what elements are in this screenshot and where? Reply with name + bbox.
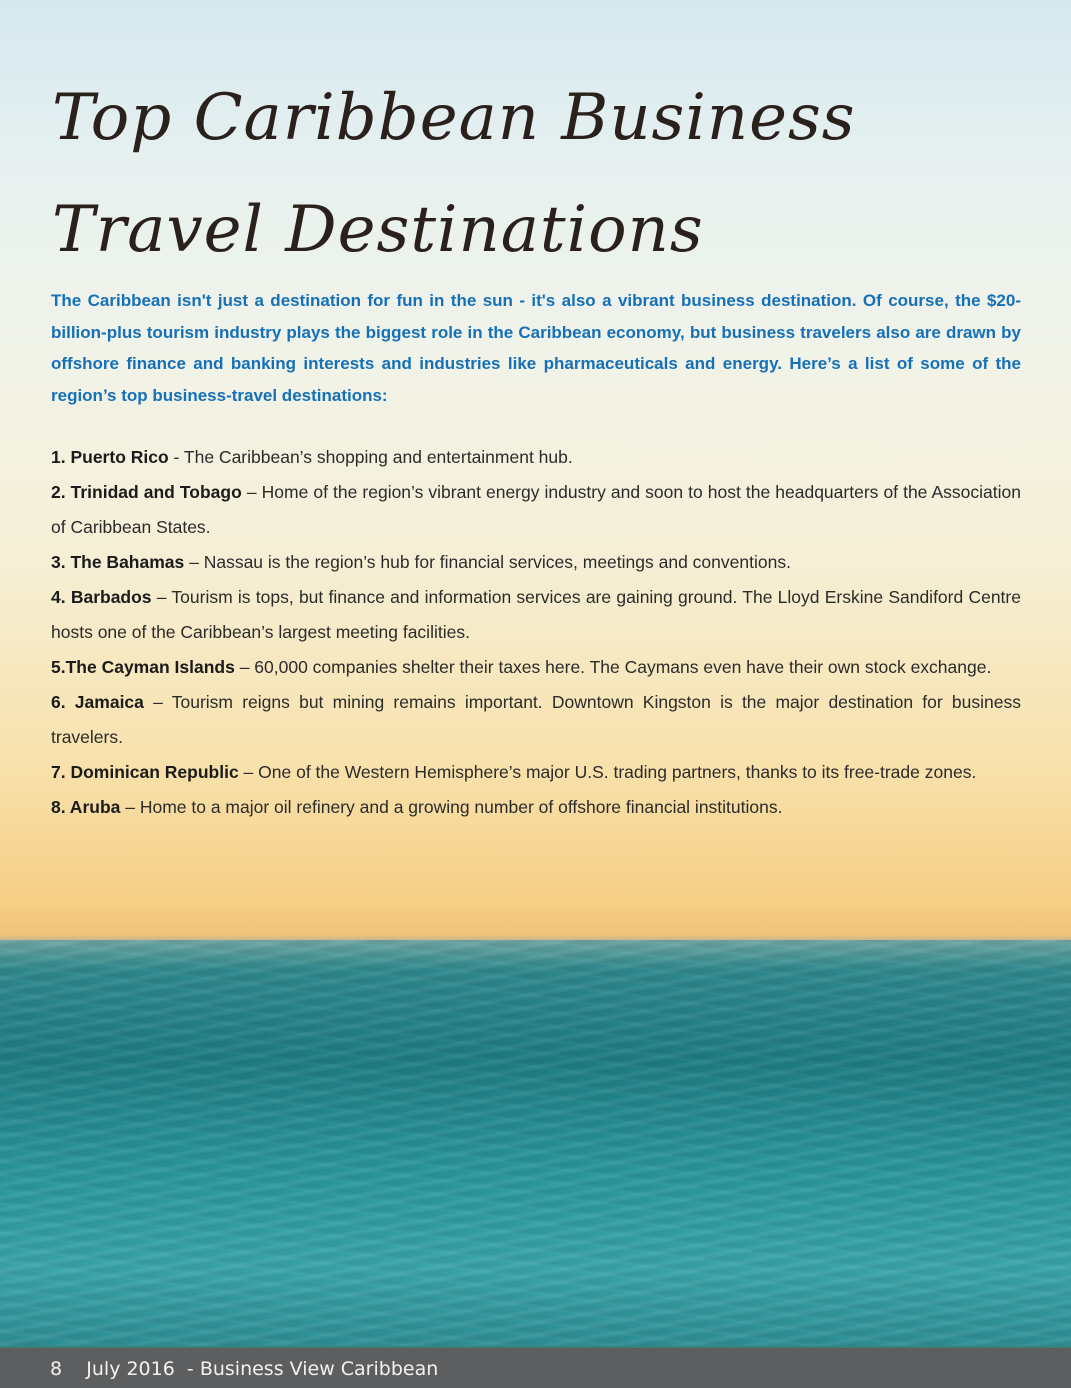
list-item <box>51 650 1021 685</box>
list-item <box>51 545 1021 580</box>
destination-name: 3. The Bahamas <box>51 552 185 572</box>
issue-date: July 2016 <box>86 1358 175 1380</box>
footer-text <box>50 1358 438 1380</box>
intro-paragraph: The Caribbean isn't just a destination for fun in the sun - it's also a vibrant business destination. Of course, the $20-billion-plus tourism industry plays the biggest role in the Caribbean economy, but business travelers also are drawn by offshore finance and banking interests and industries like pharmaceuticals and energy. Here’s a list of some of the region’s top business-travel destinations: <box>51 291 1021 405</box>
destination-name: 1. Puerto Rico <box>51 447 169 467</box>
list-item <box>51 475 1021 545</box>
page-footer <box>0 1346 1071 1388</box>
destinations-list <box>51 440 1021 825</box>
destination-description: – Nassau is the region’s hub for financial services, meetings and conventions. <box>184 552 791 572</box>
page-number: 8 <box>50 1358 63 1380</box>
destination-description: – One of the Western Hemisphere’s major U.S. trading partners, thanks to its free-trade zones. <box>238 762 977 782</box>
sea-photo <box>0 940 1071 1346</box>
destination-description: – Tourism reigns but mining remains important. Downtown Kingston is the major destination for business travelers. <box>51 692 1022 747</box>
list-item <box>51 580 1021 650</box>
publication-name: - Business View Caribbean <box>186 1358 439 1380</box>
destination-description: – Home of the region’s vibrant energy industry and soon to host the headquarters of the Association of Caribbean States. <box>51 482 1021 537</box>
destination-name: 4. Barbados <box>51 587 152 607</box>
title-line-2: Travel Destinations <box>52 193 704 267</box>
destination-description: - The Caribbean’s shopping and entertainment hub. <box>168 447 573 467</box>
list-item <box>51 755 1021 790</box>
destination-description: – Home to a major oil refinery and a growing number of offshore financial institutions. <box>120 797 783 817</box>
destination-description: – Tourism is tops, but finance and information services are gaining ground. The Lloyd Erskine Sandiford Centre hosts one of the Caribbean’s largest meeting facilities. <box>51 587 1021 642</box>
list-item <box>51 440 1021 475</box>
destination-description: – 60,000 companies shelter their taxes here. The Caymans even have their own stock exchange. <box>234 657 992 677</box>
destination-name: 2. Trinidad and Tobago <box>51 482 242 502</box>
list-item <box>51 790 1021 825</box>
page-title <box>52 62 1012 286</box>
destination-name: 6. Jamaica <box>51 692 144 712</box>
destination-name: 8. Aruba <box>51 797 121 817</box>
title-line-1: Top Caribbean Business <box>52 81 856 155</box>
list-item <box>51 685 1021 755</box>
destination-name: 5.The Cayman Islands <box>51 657 235 677</box>
destination-name: 7. Dominican Republic <box>51 762 239 782</box>
